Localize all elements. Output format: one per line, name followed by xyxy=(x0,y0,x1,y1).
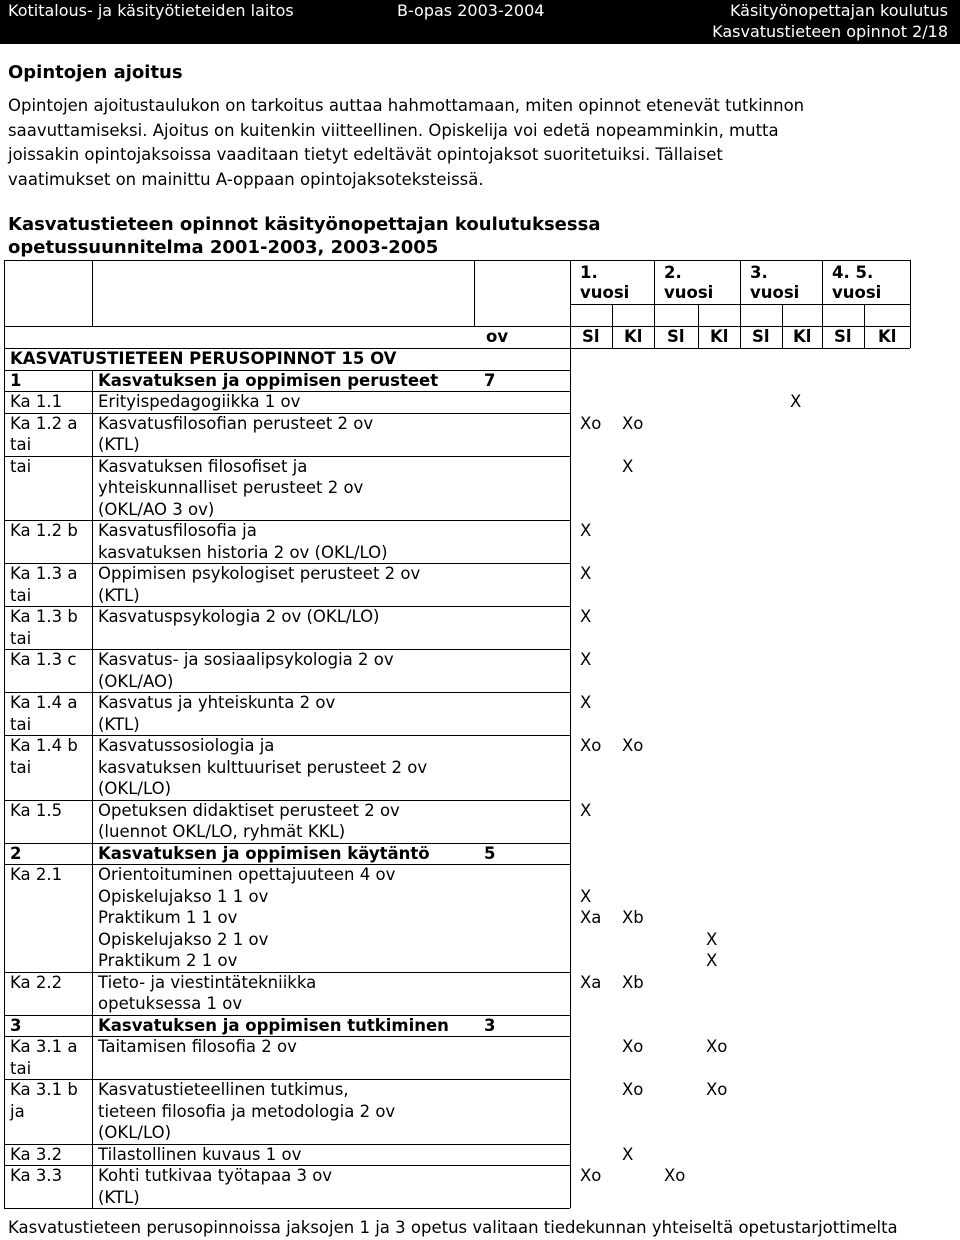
schedule-mark: X xyxy=(706,951,718,970)
schedule-mark: X xyxy=(580,800,592,820)
header-program: Käsityönopettajan koulutus xyxy=(729,1,948,20)
term-header: Sl xyxy=(752,327,770,346)
course-code: Ka 1.1 xyxy=(10,392,63,411)
course-code: ja xyxy=(10,1101,25,1121)
course-code: Ka 3.2 xyxy=(10,1144,63,1164)
schedule-mark: X xyxy=(790,392,802,411)
group-title: Kasvatuksen ja oppimisen tutkiminen xyxy=(98,1015,449,1035)
term-header: Sl xyxy=(834,327,852,346)
schedule-mark: X xyxy=(580,886,592,906)
course-name: Kasvatuspsykologia 2 ov (OKL/LO) xyxy=(98,607,380,626)
main-heading: KASVATUSTIETEEN PERUSOPINNOT 15 OV xyxy=(10,349,397,368)
course-code: Ka 2.1 xyxy=(10,865,63,884)
course-name: Kasvatus- ja sosiaalipsykologia 2 ov xyxy=(98,650,394,669)
course-code: Ka 1.3 c xyxy=(10,650,77,669)
schedule-mark: Xa xyxy=(580,972,602,992)
course-code: Ka 1.5 xyxy=(10,800,63,820)
table-rule xyxy=(612,304,613,348)
schedule-mark: X xyxy=(622,456,634,476)
course-name: Opetuksen didaktiset perusteet 2 ov xyxy=(98,800,400,820)
ov-column-header: ov xyxy=(486,327,509,346)
schedule-mark: Xo xyxy=(580,413,602,433)
schedule-mark: X xyxy=(580,693,592,712)
course-name: Taitamisen filosofia 2 ov xyxy=(98,1037,297,1056)
footer-note: Kasvatustieteen perusopinnoissa jaksojen 1 ja 3 opetus valitaan tiedekunnan yhteiseltä opetustarjottimelta xyxy=(8,1218,898,1237)
course-code: tai xyxy=(10,714,32,734)
course-name: Kasvatustieteellinen tutkimus, xyxy=(98,1080,349,1099)
schedule-mark: Xo xyxy=(622,413,644,433)
course-name: kasvatuksen kulttuuriset perusteet 2 ov xyxy=(98,757,428,777)
course-name: (KTL) xyxy=(98,585,140,605)
course-name: Kohti tutkivaa työtapaa 3 ov xyxy=(98,1166,333,1185)
course-name: Tilastollinen kuvaus 1 ov xyxy=(98,1144,302,1164)
course-code: tai xyxy=(10,585,32,605)
year-number: 3. xyxy=(750,263,768,282)
course-name: Praktikum 2 1 ov xyxy=(98,951,238,970)
year-number: 1. xyxy=(580,263,598,282)
table-rule xyxy=(4,348,5,1208)
header-page: Kasvatustieteen opinnot 2/18 xyxy=(712,22,948,41)
course-name: Tieto- ja viestintätekniikka xyxy=(98,972,317,992)
year-label: vuosi xyxy=(580,283,630,302)
table-rule xyxy=(910,260,911,348)
year-label: vuosi xyxy=(832,283,882,302)
group-number: 3 xyxy=(10,1015,22,1035)
course-name: yhteiskunnalliset perusteet 2 ov xyxy=(98,478,364,497)
table-rule xyxy=(92,260,93,326)
table-rule xyxy=(92,370,93,1209)
table-rule xyxy=(4,1208,570,1209)
schedule-mark: Xo xyxy=(706,1080,728,1099)
course-code: Ka 2.2 xyxy=(10,972,63,992)
course-name: Kasvatusfilosofian perusteet 2 ov xyxy=(98,413,374,433)
table-rule xyxy=(570,348,571,1208)
course-name: (OKL/AO) xyxy=(98,671,174,691)
course-name: Kasvatuksen filosofiset ja xyxy=(98,456,308,476)
year-number: 4. 5. xyxy=(832,263,874,282)
course-name: opetuksessa 1 ov xyxy=(98,994,243,1013)
course-code: tai xyxy=(10,628,32,648)
schedule-mark: Xo xyxy=(622,736,644,755)
table-rule xyxy=(474,260,475,326)
schedule-mark: Xo xyxy=(622,1037,644,1056)
section-title: Opintojen ajoitus xyxy=(8,62,183,83)
schedule-mark: X xyxy=(580,521,592,540)
header-guide: B-opas 2003-2004 xyxy=(397,1,545,20)
table-rule xyxy=(4,260,5,348)
course-name: (OKL/LO) xyxy=(98,779,172,798)
intro-line: Opintojen ajoitustaulukon on tarkoitus auttaa hahmottamaan, miten opinnot etenevät tutkinnon xyxy=(8,96,805,115)
group-number: 2 xyxy=(10,843,22,863)
course-name: (OKL/LO) xyxy=(98,1123,172,1142)
course-code: Ka 1.4 a xyxy=(10,693,78,712)
course-name: (KTL) xyxy=(98,1187,140,1207)
term-header: Kl xyxy=(624,327,643,346)
group-ov: 7 xyxy=(484,370,496,390)
schedule-mark: X xyxy=(622,1144,634,1164)
schedule-mark: X xyxy=(580,607,592,626)
course-code: Ka 1.2 b xyxy=(10,521,78,540)
course-name: Kasvatus ja yhteiskunta 2 ov xyxy=(98,693,336,712)
course-name: Kasvatusfilosofia ja xyxy=(98,521,257,540)
course-code: Ka 1.3 a xyxy=(10,564,78,583)
course-name: Praktikum 1 1 ov xyxy=(98,908,238,927)
course-code: Ka 1.3 b xyxy=(10,607,78,626)
schedule-mark: X xyxy=(706,929,718,949)
table-rule xyxy=(4,735,570,736)
year-label: vuosi xyxy=(750,283,800,302)
term-header: Kl xyxy=(878,327,897,346)
schedule-mark: X xyxy=(580,564,592,583)
intro-line: joissakin opintojaksoissa vaaditaan tietyt edeltävät opintojaksot suoritetuiksi. Tällaiset xyxy=(8,145,723,164)
term-header: Kl xyxy=(793,327,812,346)
table-rule xyxy=(4,326,910,327)
course-code: Ka 1.4 b xyxy=(10,736,78,755)
course-code: tai xyxy=(10,757,32,777)
term-header: Sl xyxy=(667,327,685,346)
course-name: (KTL) xyxy=(98,714,140,734)
group-title: Kasvatuksen ja oppimisen käytäntö xyxy=(98,843,430,863)
course-code: Ka 1.2 a xyxy=(10,413,78,433)
intro-line: saavuttamiseksi. Ajoitus on kuitenkin viitteellinen. Opiskelija voi edetä nopeamminkin, mutta xyxy=(8,120,779,140)
course-name: (KTL) xyxy=(98,435,140,454)
course-code: Ka 3.3 xyxy=(10,1166,63,1185)
schedule-mark: X xyxy=(580,650,592,669)
schedule-mark: Xo xyxy=(622,1080,644,1099)
course-name: tieteen filosofia ja metodologia 2 ov xyxy=(98,1101,396,1121)
course-code: tai xyxy=(10,456,32,476)
year-label: vuosi xyxy=(664,283,714,302)
table-rule xyxy=(698,304,699,348)
table-rule xyxy=(570,304,910,305)
schedule-mark: Xo xyxy=(664,1166,686,1185)
table-rule xyxy=(864,304,865,348)
group-title: Kasvatuksen ja oppimisen perusteet xyxy=(98,370,439,390)
course-name: Erityispedagogiikka 1 ov xyxy=(98,392,301,411)
header-department: Kotitalous- ja käsityötieteiden laitos xyxy=(8,1,294,20)
course-name: (luennot OKL/LO, ryhmät KKL) xyxy=(98,822,346,841)
year-number: 2. xyxy=(664,263,682,282)
intro-line: vaatimukset on mainittu A-oppaan opintojaksoteksteissä. xyxy=(8,169,484,189)
course-code: tai xyxy=(10,435,32,454)
group-number: 1 xyxy=(10,370,22,390)
course-code: tai xyxy=(10,1058,32,1078)
course-code: Ka 3.1 a xyxy=(10,1037,78,1056)
table-rule xyxy=(4,520,570,521)
course-name: Opiskelujakso 2 1 ov xyxy=(98,929,269,949)
schedule-mark: Xb xyxy=(622,972,644,992)
course-name: Oppimisen psykologiset perusteet 2 ov xyxy=(98,564,421,583)
term-header: Sl xyxy=(582,327,600,346)
table-subtitle: opetussuunnitelma 2001-2003, 2003-2005 xyxy=(8,237,439,258)
table-rule xyxy=(4,260,910,261)
course-code: Ka 3.1 b xyxy=(10,1080,78,1099)
schedule-mark: Xo xyxy=(580,736,602,755)
group-ov: 3 xyxy=(484,1015,496,1035)
schedule-mark: Xo xyxy=(580,1166,602,1185)
course-name: Kasvatussosiologia ja xyxy=(98,736,275,755)
schedule-mark: Xo xyxy=(706,1037,728,1056)
schedule-mark: Xa xyxy=(580,908,602,927)
group-ov: 5 xyxy=(484,843,496,863)
course-name: Orientoituminen opettajuuteen 4 ov xyxy=(98,865,396,884)
term-header: Kl xyxy=(710,327,729,346)
table-title: Kasvatustieteen opinnot käsityönopettajan koulutuksessa xyxy=(8,214,601,235)
course-name: (OKL/AO 3 ov) xyxy=(98,499,215,519)
schedule-mark: Xb xyxy=(622,908,644,927)
table-rule xyxy=(782,304,783,348)
course-name: kasvatuksen historia 2 ov (OKL/LO) xyxy=(98,542,388,562)
course-name: Opiskelujakso 1 1 ov xyxy=(98,886,269,906)
